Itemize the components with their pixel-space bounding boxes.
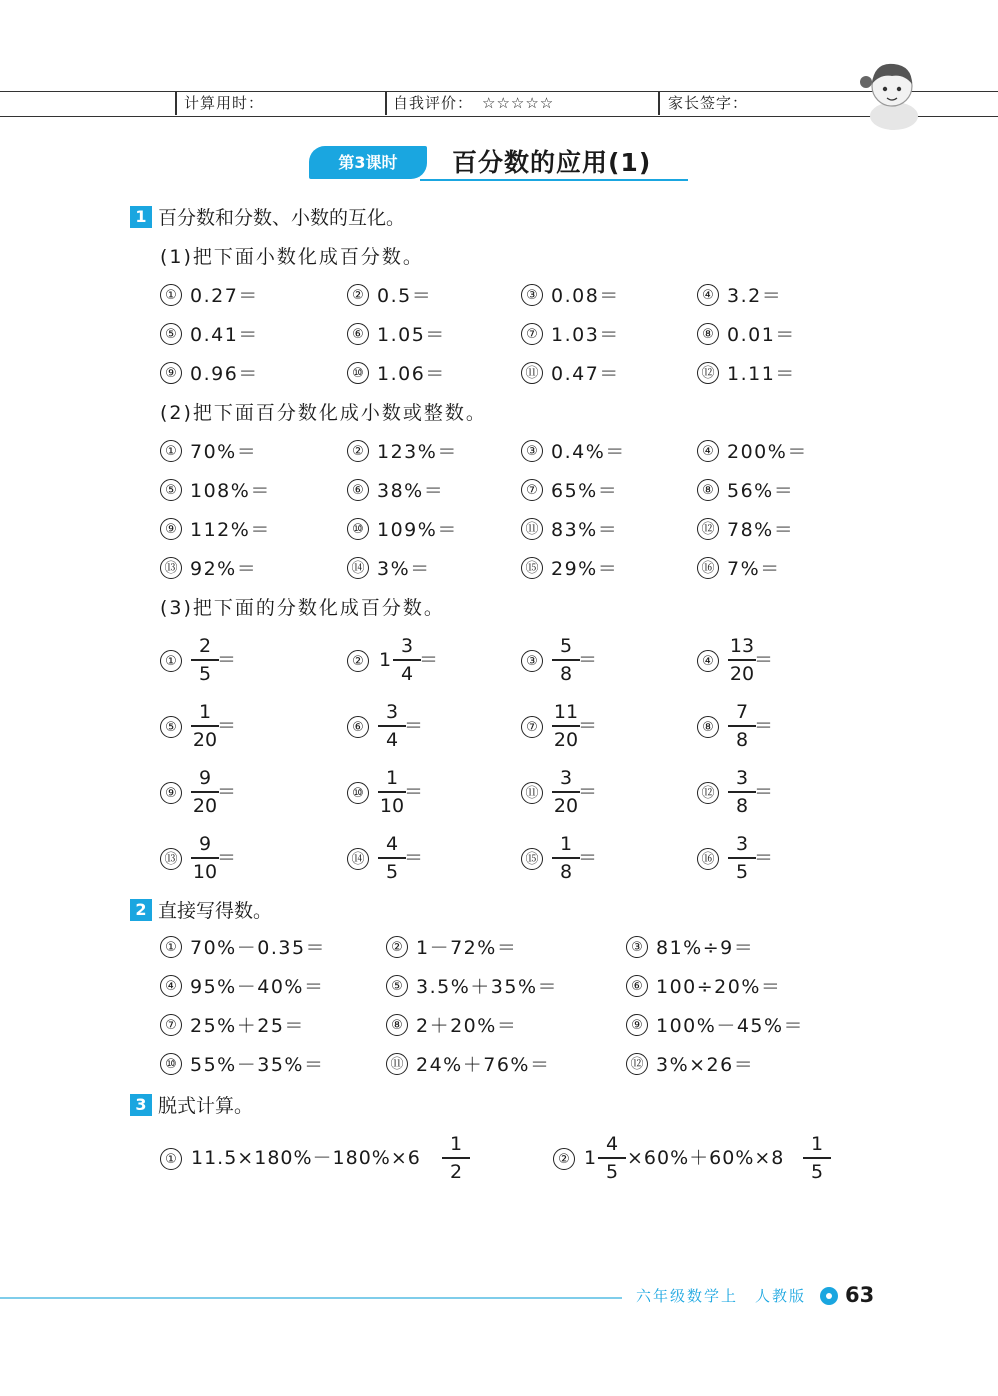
- title-underline: [420, 179, 688, 181]
- item-number: ⑫: [697, 782, 719, 804]
- item-number: ①: [160, 440, 182, 462]
- fraction: [191, 634, 219, 686]
- equals-sign: ＝: [404, 715, 424, 737]
- numerator: 3: [400, 635, 414, 657]
- item-number: ②: [347, 650, 369, 672]
- fraction-exercise: [347, 766, 467, 820]
- numerator: 11: [553, 701, 579, 723]
- fraction-exercise: [347, 700, 467, 754]
- equals-sign: ＝: [217, 715, 237, 737]
- item-number: ⑫: [626, 1053, 648, 1075]
- exercise-item: [521, 362, 620, 386]
- numerator: 13: [729, 635, 755, 657]
- book-title: 六年级数学上 人教版: [636, 1287, 807, 1305]
- fraction: [378, 766, 406, 818]
- denominator: 20: [553, 728, 579, 751]
- part-1-heading: (1)把下面小数化成百分数。: [160, 246, 424, 268]
- numerator: 1: [198, 701, 212, 723]
- section-title: 脱式计算。: [158, 1095, 254, 1117]
- item-number: ⑭: [347, 848, 369, 870]
- fraction: [393, 634, 421, 686]
- item-number: ⑫: [697, 362, 719, 384]
- fraction-exercise: [697, 766, 817, 820]
- item-number: ⑨: [626, 1014, 648, 1036]
- item-number: ⑥: [347, 479, 369, 501]
- exercise-item: [160, 362, 259, 386]
- exercise-item: [160, 479, 271, 503]
- fraction-bar: [191, 791, 219, 793]
- item-text: 3.5%＋35%＝: [416, 976, 559, 998]
- header-divider: [658, 92, 660, 115]
- item-text: 3%＝: [377, 558, 431, 580]
- item-text: 0.47＝: [551, 363, 620, 385]
- denominator: 8: [559, 860, 573, 883]
- exercise-item: [386, 1053, 550, 1077]
- section-number: 1: [130, 206, 152, 228]
- denominator: 10: [379, 794, 405, 817]
- item-text: 7%＝: [727, 558, 781, 580]
- fraction-bar: [728, 857, 756, 859]
- expression-text: 11.5×180%－180%×6: [191, 1147, 421, 1169]
- item-number: ⑪: [386, 1053, 408, 1075]
- item-number: ②: [347, 284, 369, 306]
- fraction-bar: [378, 857, 406, 859]
- exercise-item: [697, 323, 796, 347]
- fraction-bar: [191, 857, 219, 859]
- exercise-item: [160, 1014, 305, 1038]
- item-text: 100÷20%＝: [656, 976, 782, 998]
- exercise-item: [160, 440, 257, 464]
- denominator: 4: [385, 728, 399, 751]
- numerator: 1: [449, 1133, 463, 1155]
- numerator: 1: [385, 767, 399, 789]
- section-number: 3: [130, 1094, 152, 1116]
- page-title: 百分数的应用(1): [452, 148, 652, 177]
- item-number: ②: [386, 936, 408, 958]
- fraction-exercise: [521, 832, 641, 886]
- fraction-bar: [552, 857, 580, 859]
- item-number: ⑤: [160, 479, 182, 501]
- equals-sign: ＝: [217, 847, 237, 869]
- item-number: ③: [521, 650, 543, 672]
- denominator: 20: [192, 728, 218, 751]
- item-number: ⑨: [160, 782, 182, 804]
- item-text: 25%＋25＝: [190, 1015, 305, 1037]
- denominator: 8: [559, 662, 573, 685]
- fraction-exercise: [347, 634, 467, 688]
- item-number: ⑤: [386, 975, 408, 997]
- exercise-item: [347, 479, 444, 503]
- exercise-item: [386, 936, 517, 960]
- item-number: ⑬: [160, 848, 182, 870]
- fraction-bar: [552, 659, 580, 661]
- fraction-bar: [728, 725, 756, 727]
- exercise-item: [160, 557, 257, 581]
- part-3-heading: (3)把下面的分数化成百分数。: [160, 597, 445, 619]
- item-number: ⑥: [626, 975, 648, 997]
- exercise-item: [347, 557, 431, 581]
- equals-sign: ＝: [754, 649, 774, 671]
- denominator: 20: [553, 794, 579, 817]
- item-number: ⑭: [347, 557, 369, 579]
- exercise-item: [160, 284, 259, 308]
- fraction: [728, 634, 756, 686]
- section-title: 直接写得数。: [158, 900, 273, 922]
- exercise-item: [160, 936, 326, 960]
- self-eval-label: 自我评价：: [393, 94, 474, 112]
- fraction: [728, 832, 756, 884]
- item-text: 0.41＝: [190, 324, 259, 346]
- equals-sign: ＝: [578, 715, 598, 737]
- part-2-heading: (2)把下面百分数化成小数或整数。: [160, 402, 487, 424]
- fraction-bar: [552, 725, 580, 727]
- item-text: 1.06＝: [377, 363, 446, 385]
- item-number: ⑧: [386, 1014, 408, 1036]
- exercise-item: [697, 440, 808, 464]
- fraction-exercise: [521, 766, 641, 820]
- item-text: 112%＝: [190, 519, 271, 541]
- parent-sign-label: 家长签字：: [668, 94, 749, 112]
- item-number: ⑩: [347, 362, 369, 384]
- item-text: 109%＝: [377, 519, 458, 541]
- item-number: ⑧: [697, 716, 719, 738]
- fraction-bar: [803, 1157, 831, 1159]
- equals-sign: ＝: [404, 781, 424, 803]
- item-number: ①: [160, 936, 182, 958]
- item-text: 123%＝: [377, 441, 458, 463]
- numerator: 3: [385, 701, 399, 723]
- item-number: ⑯: [697, 557, 719, 579]
- calc-expression: [160, 1132, 500, 1186]
- denominator: 2: [449, 1160, 463, 1183]
- numerator: 4: [605, 1133, 619, 1155]
- header-divider: [175, 92, 177, 115]
- exercise-item: [697, 557, 781, 581]
- item-text: 70%－0.35＝: [190, 937, 327, 959]
- exercise-item: [521, 479, 618, 503]
- item-text: 0.27＝: [190, 285, 259, 307]
- item-text: 56%＝: [727, 480, 795, 502]
- item-number: ①: [160, 284, 182, 306]
- item-number: ⑩: [347, 782, 369, 804]
- equals-sign: ＝: [217, 781, 237, 803]
- item-text: 38%＝: [377, 480, 445, 502]
- denominator: 5: [605, 1160, 619, 1183]
- fraction: [728, 766, 756, 818]
- item-number: ①: [160, 650, 182, 672]
- section-title: 百分数和分数、小数的互化。: [158, 207, 406, 229]
- fraction-bar: [728, 791, 756, 793]
- equals-sign: ＝: [217, 649, 237, 671]
- exercise-item: [347, 284, 432, 308]
- equals-sign: ＝: [578, 649, 598, 671]
- fraction-exercise: [697, 832, 817, 886]
- exercise-item: [521, 323, 620, 347]
- exercise-item: [697, 518, 794, 542]
- exercise-item: [626, 1014, 804, 1038]
- numerator: 1: [559, 833, 573, 855]
- item-text: 108%＝: [190, 480, 271, 502]
- fraction-bar: [552, 791, 580, 793]
- page-dot-icon: [820, 1287, 838, 1305]
- item-text: 0.08＝: [551, 285, 620, 307]
- denominator: 8: [735, 728, 749, 751]
- item-text: 65%＝: [551, 480, 619, 502]
- exercise-item: [386, 975, 558, 999]
- item-text: 81%÷9＝: [656, 937, 755, 959]
- fraction-bar: [442, 1157, 470, 1159]
- numerator: 3: [559, 767, 573, 789]
- item-text: 70%＝: [190, 441, 258, 463]
- item-number: ①: [160, 1148, 182, 1170]
- fraction: [803, 1132, 831, 1184]
- denominator: 20: [192, 794, 218, 817]
- item-text: 1.11＝: [727, 363, 796, 385]
- page-number: 63: [845, 1283, 875, 1307]
- item-number: ⑧: [697, 323, 719, 345]
- fraction-exercise: [697, 634, 817, 688]
- exercise-item: [160, 1053, 324, 1077]
- lesson-badge: 第3课时: [309, 146, 427, 179]
- item-number: ⑦: [521, 323, 543, 345]
- item-text: 1－72%＝: [416, 937, 518, 959]
- item-number: ⑥: [347, 323, 369, 345]
- equals-sign: ＝: [578, 781, 598, 803]
- exercise-item: [626, 1053, 754, 1077]
- calc-expression: [553, 1132, 853, 1186]
- header-bar: [0, 91, 998, 117]
- fraction: [378, 700, 406, 752]
- item-number: ⑫: [697, 518, 719, 540]
- item-number: ⑤: [160, 716, 182, 738]
- section-1-heading: [130, 206, 405, 230]
- item-number: ⑥: [347, 716, 369, 738]
- numerator: 5: [559, 635, 573, 657]
- rating-stars: ☆☆☆☆☆: [482, 94, 555, 112]
- exercise-item: [697, 362, 796, 386]
- exercise-item: [160, 975, 324, 999]
- section-2-heading: [130, 899, 272, 923]
- item-number: ⑯: [697, 848, 719, 870]
- item-number: ②: [553, 1148, 575, 1170]
- item-number: ④: [160, 975, 182, 997]
- item-text: 92%＝: [190, 558, 258, 580]
- fraction: [598, 1132, 626, 1184]
- fraction: [191, 766, 219, 818]
- equals-sign: ＝: [754, 781, 774, 803]
- item-number: ③: [626, 936, 648, 958]
- item-number: ③: [521, 284, 543, 306]
- equals-sign: ＝: [578, 847, 598, 869]
- item-text: 3%×26＝: [656, 1054, 755, 1076]
- exercise-item: [347, 440, 458, 464]
- numerator: 3: [735, 833, 749, 855]
- equals-sign: ＝: [754, 715, 774, 737]
- fraction-exercise: [160, 766, 280, 820]
- footer-divider: [0, 1297, 622, 1299]
- fraction: [552, 766, 580, 818]
- fraction-exercise: [347, 832, 467, 886]
- fraction: [552, 634, 580, 686]
- denominator: 4: [400, 662, 414, 685]
- item-text: 1.05＝: [377, 324, 446, 346]
- item-number: ④: [697, 284, 719, 306]
- item-number: ⑮: [521, 848, 543, 870]
- item-number: ⑩: [347, 518, 369, 540]
- section-3-heading: [130, 1094, 253, 1118]
- numerator: 1: [810, 1133, 824, 1155]
- item-number: ⑩: [160, 1053, 182, 1075]
- item-number: ⑪: [521, 518, 543, 540]
- numerator: 4: [385, 833, 399, 855]
- fraction: [728, 700, 756, 752]
- item-text: 83%＝: [551, 519, 619, 541]
- item-number: ⑨: [160, 362, 182, 384]
- fraction: [191, 700, 219, 752]
- exercise-item: [697, 479, 794, 503]
- denominator: 5: [385, 860, 399, 883]
- denominator: 5: [735, 860, 749, 883]
- equals-sign: ＝: [754, 847, 774, 869]
- whole-number: 1: [379, 649, 392, 671]
- item-number: ⑮: [521, 557, 543, 579]
- item-number: ⑤: [160, 323, 182, 345]
- exercise-item: [521, 518, 618, 542]
- item-number: ⑦: [521, 479, 543, 501]
- fraction: [378, 832, 406, 884]
- numerator: 3: [735, 767, 749, 789]
- fraction-exercise: [160, 700, 280, 754]
- item-number: ⑬: [160, 557, 182, 579]
- item-number: ⑪: [521, 362, 543, 384]
- exercise-item: [626, 936, 754, 960]
- denominator: 8: [735, 794, 749, 817]
- item-number: ⑧: [697, 479, 719, 501]
- calc-time-label: 计算用时：: [184, 94, 265, 112]
- fraction: [191, 832, 219, 884]
- fraction-bar: [728, 659, 756, 661]
- item-text: 100%－45%＝: [656, 1015, 805, 1037]
- exercise-item: [347, 518, 458, 542]
- numerator: 9: [198, 833, 212, 855]
- equals-sign: ＝: [419, 649, 439, 671]
- exercise-item: [386, 1014, 517, 1038]
- denominator: 20: [729, 662, 755, 685]
- item-text: 200%＝: [727, 441, 808, 463]
- item-text: 78%＝: [727, 519, 795, 541]
- item-number: ②: [347, 440, 369, 462]
- item-number: ④: [697, 440, 719, 462]
- fraction-bar: [393, 659, 421, 661]
- item-text: 95%－40%＝: [190, 976, 325, 998]
- numerator: 9: [198, 767, 212, 789]
- item-number: ③: [521, 440, 543, 462]
- item-text: 0.4%＝: [551, 441, 626, 463]
- fraction: [442, 1132, 470, 1184]
- student-mascot-icon: [858, 56, 922, 132]
- fraction-exercise: [521, 700, 641, 754]
- fraction: [552, 832, 580, 884]
- item-number: ⑦: [160, 1014, 182, 1036]
- equals-sign: ＝: [404, 847, 424, 869]
- fraction-bar: [191, 659, 219, 661]
- section-number: 2: [130, 899, 152, 921]
- exercise-item: [347, 362, 446, 386]
- exercise-item: [521, 557, 618, 581]
- item-number: ④: [697, 650, 719, 672]
- exercise-item: [626, 975, 781, 999]
- expression-text: ×60%＋60%×8: [627, 1147, 785, 1169]
- fraction-exercise: [521, 634, 641, 688]
- numerator: 7: [735, 701, 749, 723]
- item-text: 0.5＝: [377, 285, 433, 307]
- item-number: ⑨: [160, 518, 182, 540]
- exercise-item: [521, 284, 620, 308]
- item-text: 2＋20%＝: [416, 1015, 518, 1037]
- fraction-bar: [191, 725, 219, 727]
- item-text: 1.03＝: [551, 324, 620, 346]
- header-divider: [385, 92, 387, 115]
- denominator: 10: [192, 860, 218, 883]
- item-text: 24%＋76%＝: [416, 1054, 551, 1076]
- denominator: 5: [198, 662, 212, 685]
- fraction-exercise: [160, 634, 280, 688]
- item-number: ⑦: [521, 716, 543, 738]
- fraction-bar: [378, 791, 406, 793]
- exercise-item: [347, 323, 446, 347]
- fraction-exercise: [160, 832, 280, 886]
- item-text: 3.2＝: [727, 285, 783, 307]
- exercise-item: [160, 323, 259, 347]
- whole-number: 1: [584, 1147, 598, 1169]
- fraction-bar: [378, 725, 406, 727]
- fraction-exercise: [697, 700, 817, 754]
- item-text: 55%－35%＝: [190, 1054, 325, 1076]
- denominator: 5: [810, 1160, 824, 1183]
- item-text: 0.01＝: [727, 324, 796, 346]
- exercise-item: [160, 518, 271, 542]
- exercise-item: [521, 440, 626, 464]
- item-text: 0.96＝: [190, 363, 259, 385]
- item-text: 29%＝: [551, 558, 619, 580]
- fraction: [552, 700, 580, 752]
- item-number: ⑪: [521, 782, 543, 804]
- fraction-bar: [598, 1157, 626, 1159]
- exercise-item: [697, 284, 782, 308]
- numerator: 2: [198, 635, 212, 657]
